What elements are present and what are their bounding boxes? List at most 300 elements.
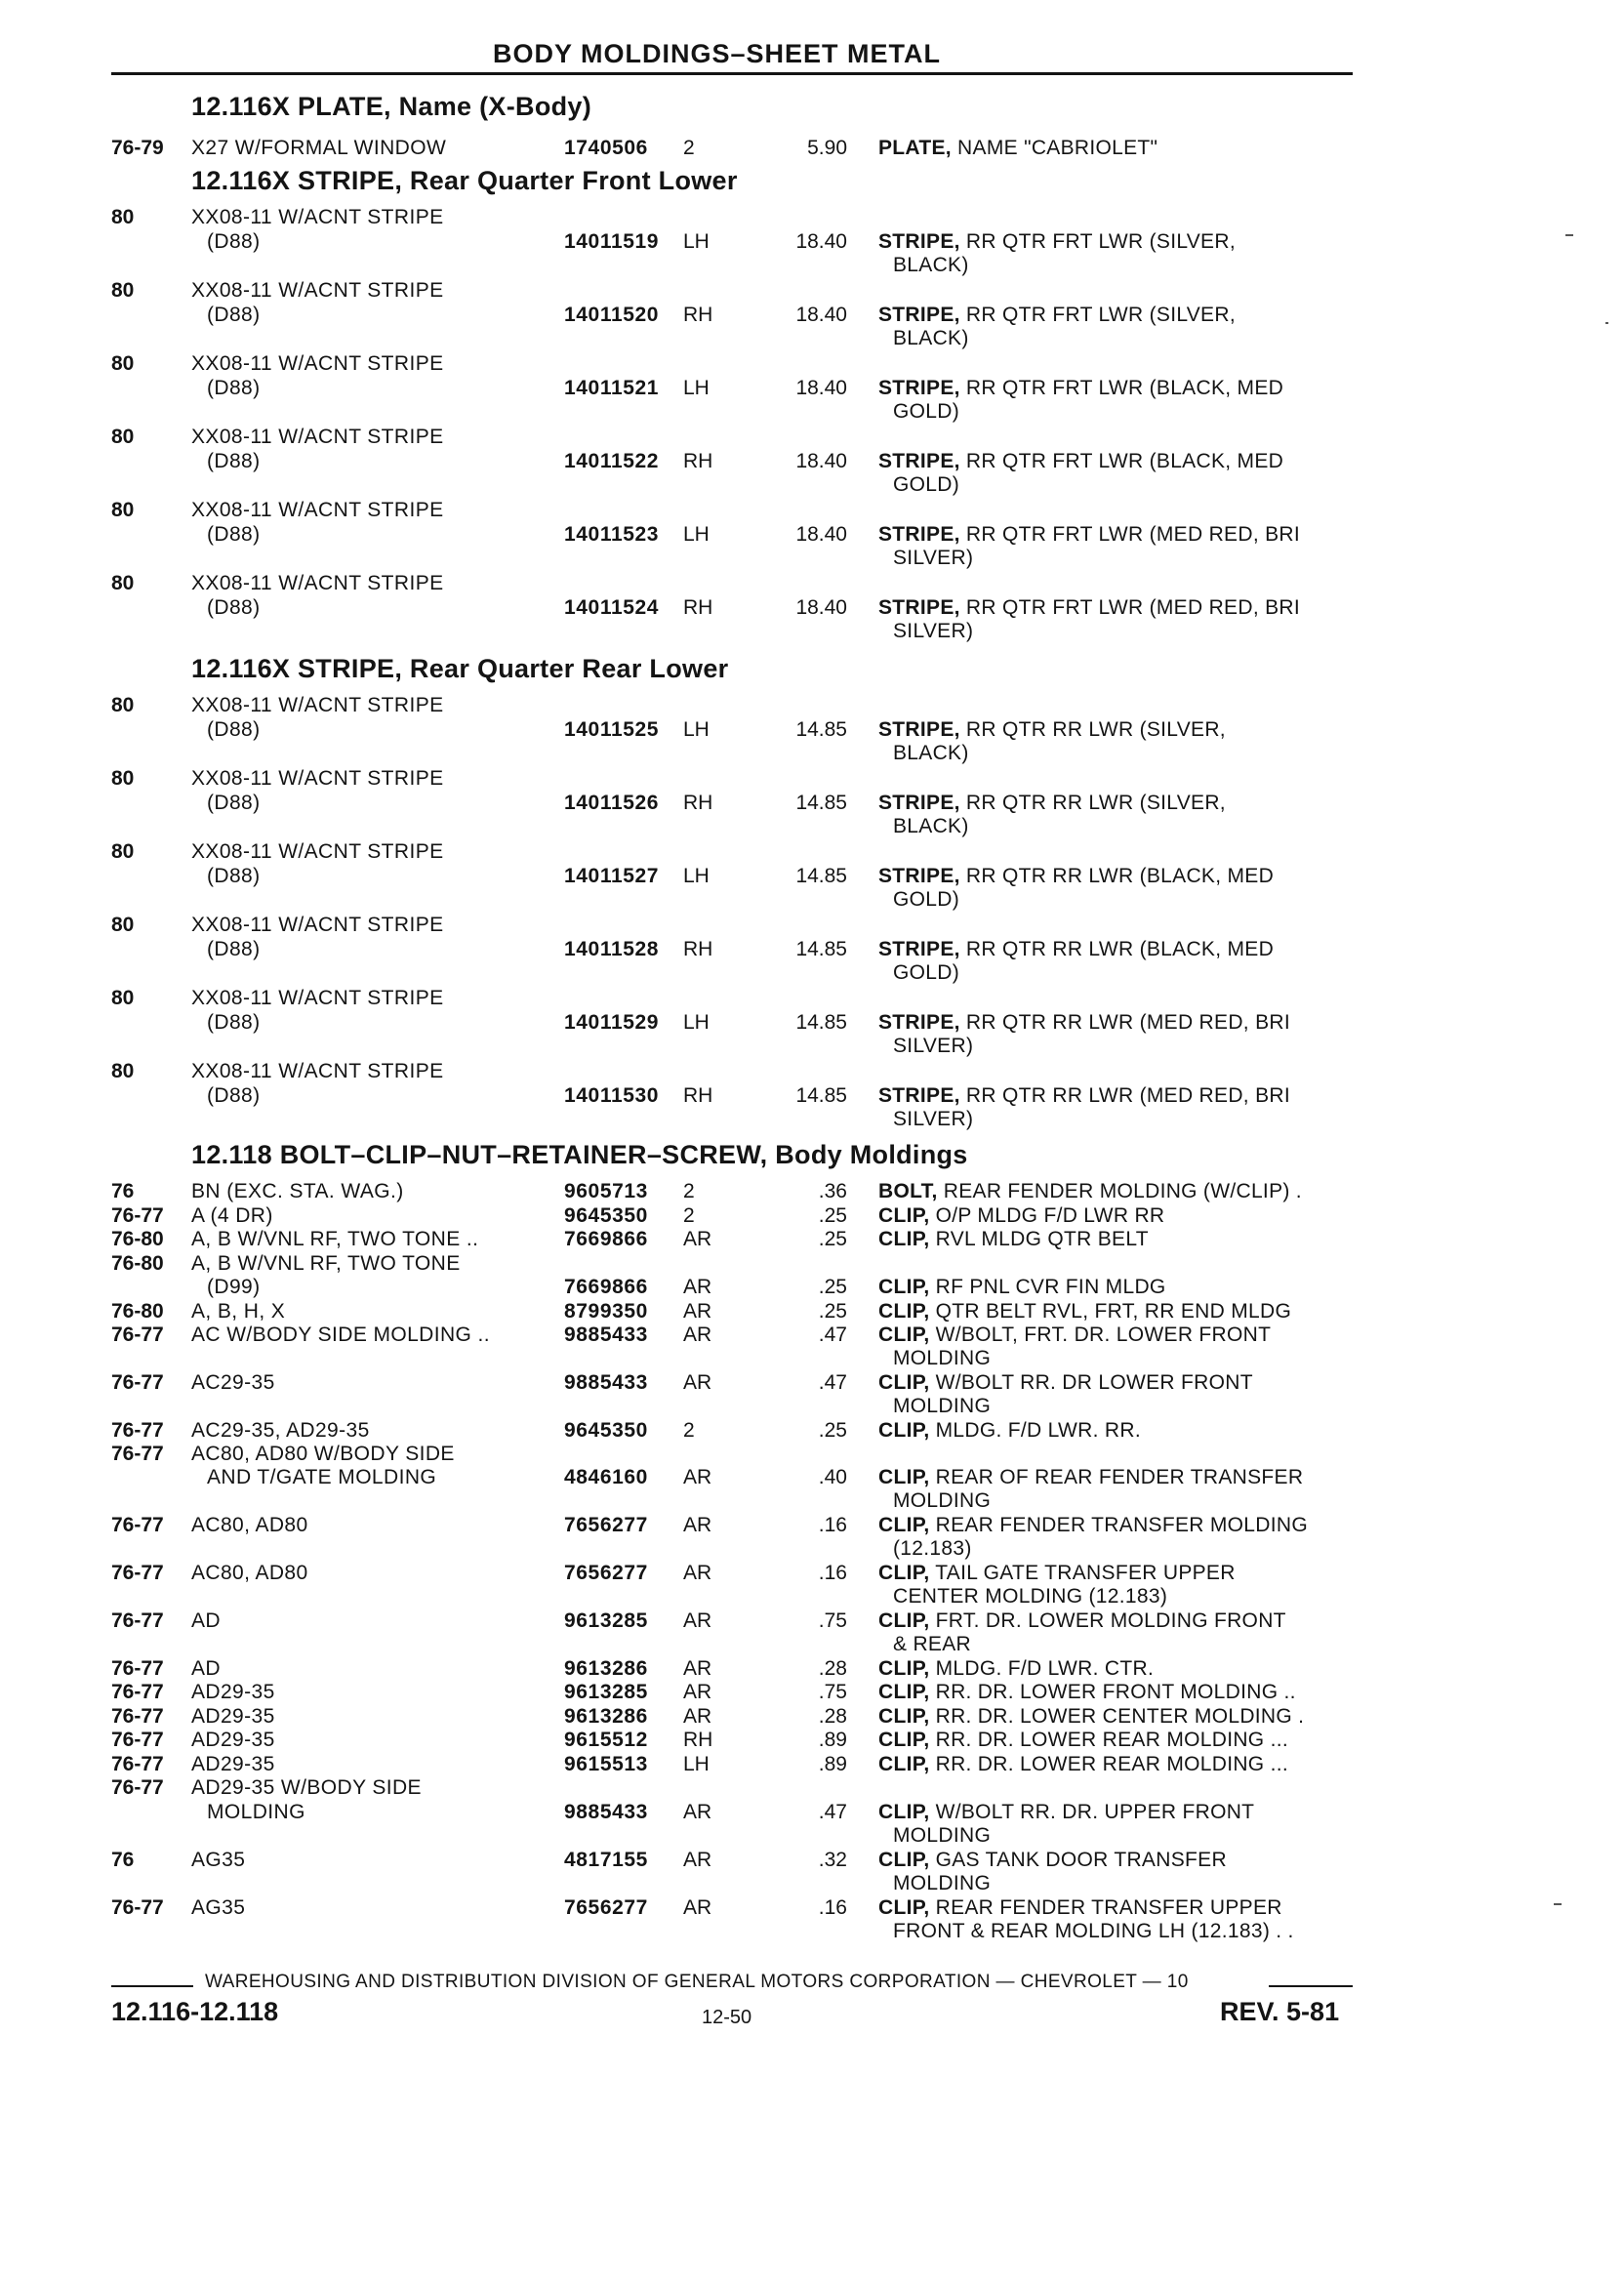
price: 18.40: [795, 523, 847, 546]
table-row: [0, 229, 1624, 255]
price: .16: [818, 1514, 847, 1536]
section-heading: 12.118 BOLT–CLIP–NUT–RETAINER–SCREW, Body Moldings: [191, 1140, 968, 1169]
quantity: RH: [683, 450, 713, 472]
model-year: 80: [111, 279, 135, 302]
table-row: [0, 1418, 1624, 1444]
part-number: 14011525: [564, 718, 660, 741]
model-year: 76-80: [111, 1300, 164, 1323]
price: .40: [818, 1466, 847, 1488]
part-name: [878, 1656, 1154, 1682]
price: .16: [818, 1896, 847, 1919]
quantity: AR: [683, 1300, 712, 1323]
model-description: (D88): [207, 718, 261, 741]
quantity: RH: [683, 1084, 713, 1107]
price: 18.40: [795, 450, 847, 472]
table-row-continuation: [0, 1632, 1624, 1657]
part-name-detail: RR QTR RR LWR (SILVER,: [959, 718, 1226, 741]
part-name-detail: REAR OF REAR FENDER TRANSFER: [929, 1466, 1304, 1488]
price: .25: [818, 1300, 847, 1323]
price: 18.40: [795, 230, 847, 253]
part-name-keyword: STRIPE,: [878, 450, 960, 472]
part-name-continued: MOLDING: [893, 1395, 992, 1417]
quantity: LH: [683, 718, 710, 741]
part-name-continued: GOLD): [893, 473, 960, 496]
part-name: [878, 303, 1236, 328]
model-year: 76-77: [111, 1753, 164, 1775]
part-name-continued: SILVER): [893, 620, 974, 642]
scan-speck: [1554, 1903, 1562, 1905]
part-name-detail: RR QTR RR LWR (SILVER,: [959, 792, 1226, 814]
part-name: [878, 1323, 1271, 1348]
model-year: 76-77: [111, 1419, 164, 1442]
part-name-detail: RR QTR FRT LWR (SILVER,: [959, 304, 1236, 326]
price: .25: [818, 1419, 847, 1442]
table-row: [0, 839, 1624, 865]
quantity: AR: [683, 1371, 712, 1394]
model-description: X27 W/FORMAL WINDOW: [191, 137, 447, 159]
part-name-detail: RR QTR RR LWR (BLACK, MED: [959, 938, 1275, 960]
model-description: AD: [191, 1657, 221, 1680]
part-name: [878, 1704, 1304, 1730]
part-name-continued: SILVER): [893, 1108, 974, 1130]
table-row: [0, 1752, 1624, 1777]
part-name: [878, 1800, 1254, 1825]
model-description: AC80, AD80 W/BODY SIDE: [191, 1443, 455, 1465]
part-name-keyword: STRIPE,: [878, 718, 960, 741]
part-name-continued: GOLD): [893, 400, 960, 423]
part-name-continued: CENTER MOLDING (12.183): [893, 1585, 1168, 1608]
part-number: 4817155: [564, 1849, 648, 1871]
table-row: [0, 1010, 1624, 1036]
part-number: 9613285: [564, 1609, 648, 1632]
part-name: [878, 595, 1300, 621]
part-name-keyword: STRIPE,: [878, 304, 960, 326]
part-name-keyword: CLIP,: [878, 1276, 930, 1298]
part-name-continued: GOLD): [893, 888, 960, 911]
model-year: 80: [111, 352, 135, 375]
model-year: 80: [111, 426, 135, 448]
quantity: AR: [683, 1466, 712, 1488]
quantity: RH: [683, 1729, 713, 1751]
part-name: [878, 1895, 1282, 1921]
table-row: [0, 449, 1624, 474]
quantity: LH: [683, 230, 710, 253]
table-row: [0, 1059, 1624, 1084]
price: .47: [818, 1323, 847, 1346]
model-year: 76-77: [111, 1443, 164, 1465]
part-name-continued: MOLDING: [893, 1872, 992, 1894]
part-number: 14011526: [564, 792, 660, 814]
table-row: [0, 303, 1624, 328]
footer-section-range: 12.116-12.118: [111, 1997, 279, 2026]
table-row: [0, 1083, 1624, 1109]
part-name: [878, 1465, 1303, 1490]
table-row: [0, 205, 1624, 230]
quantity: AR: [683, 1609, 712, 1632]
model-description: (D88): [207, 304, 261, 326]
price: .47: [818, 1801, 847, 1823]
part-name-keyword: CLIP,: [878, 1300, 930, 1323]
part-number: 14011528: [564, 938, 660, 960]
part-name-continued: & REAR: [893, 1633, 971, 1655]
part-name-detail: RF PNL CVR FIN MLDG: [929, 1276, 1166, 1298]
quantity: 2: [683, 1180, 695, 1202]
quantity: AR: [683, 1228, 712, 1250]
price: 18.40: [795, 377, 847, 399]
table-row: [0, 1299, 1624, 1324]
table-row-continuation: [0, 472, 1624, 498]
model-description: (D88): [207, 865, 261, 887]
part-name-keyword: STRIPE,: [878, 377, 960, 399]
table-row: [0, 1704, 1624, 1730]
price: .32: [818, 1849, 847, 1871]
part-number: 14011521: [564, 377, 660, 399]
part-name-continued: MOLDING: [893, 1347, 992, 1369]
table-row: [0, 522, 1624, 548]
part-number: 9613286: [564, 1705, 648, 1728]
model-description: (D88): [207, 230, 261, 253]
part-name-detail: RR. DR. LOWER REAR MOLDING ...: [929, 1753, 1288, 1775]
part-name-keyword: STRIPE,: [878, 865, 960, 887]
table-row-continuation: [0, 960, 1624, 986]
model-description: XX08-11 W/ACNT STRIPE: [191, 1060, 444, 1082]
part-name-keyword: STRIPE,: [878, 230, 960, 253]
part-name-continued: MOLDING: [893, 1824, 992, 1847]
part-number: 9613286: [564, 1657, 648, 1680]
scan-speck: [1565, 234, 1573, 236]
table-row: [0, 1895, 1624, 1921]
part-name: [878, 1370, 1253, 1396]
part-name-keyword: CLIP,: [878, 1896, 930, 1919]
price: 14.85: [795, 792, 847, 814]
part-name-keyword: STRIPE,: [878, 523, 960, 546]
part-name-keyword: STRIPE,: [878, 1084, 960, 1107]
model-description: A, B, H, X: [191, 1300, 286, 1323]
part-name-detail: REAR FENDER TRANSFER MOLDING: [929, 1514, 1308, 1536]
model-description: A, B W/VNL RF, TWO TONE ..: [191, 1228, 479, 1250]
model-year: 76-77: [111, 1204, 164, 1227]
part-name-detail: REAR FENDER TRANSFER UPPER: [929, 1896, 1282, 1919]
table-row-continuation: [0, 1823, 1624, 1849]
part-number: 7656277: [564, 1562, 648, 1584]
part-name-detail: RR QTR FRT LWR (BLACK, MED: [959, 377, 1284, 399]
part-number: 9885433: [564, 1801, 648, 1823]
table-row-continuation: [0, 887, 1624, 913]
table-row: [0, 1179, 1624, 1204]
quantity: AR: [683, 1276, 712, 1298]
part-name-detail: RR QTR FRT LWR (SILVER,: [959, 230, 1236, 253]
model-year: 80: [111, 1060, 135, 1082]
footer-page-number: 12-50: [702, 2007, 752, 2028]
model-description: (D88): [207, 377, 261, 399]
quantity: AR: [683, 1896, 712, 1919]
price: .47: [818, 1371, 847, 1394]
table-row: [0, 913, 1624, 938]
model-description: XX08-11 W/ACNT STRIPE: [191, 206, 444, 228]
model-description: XX08-11 W/ACNT STRIPE: [191, 914, 444, 936]
part-name-keyword: CLIP,: [878, 1562, 930, 1584]
table-row: [0, 498, 1624, 523]
part-name-keyword: STRIPE,: [878, 938, 960, 960]
price: .36: [818, 1180, 847, 1202]
part-number: 1740506: [564, 137, 648, 159]
part-number: 14011530: [564, 1084, 660, 1107]
model-year: 76-80: [111, 1228, 164, 1250]
table-row-continuation: [0, 1871, 1624, 1896]
table-row-continuation: [0, 399, 1624, 425]
part-name: [878, 1275, 1166, 1300]
footer-revision: REV. 5-81: [1220, 1997, 1340, 2026]
part-name-keyword: STRIPE,: [878, 596, 960, 619]
part-name: [878, 449, 1283, 474]
part-name: [878, 1227, 1149, 1252]
price: .25: [818, 1228, 847, 1250]
model-year: 76: [111, 1180, 135, 1202]
table-row-continuation: [0, 619, 1624, 644]
part-name-detail: REAR FENDER MOLDING (W/CLIP) .: [937, 1180, 1302, 1202]
part-name: [878, 1680, 1296, 1705]
part-name-detail: FRT. DR. LOWER MOLDING FRONT: [929, 1609, 1286, 1632]
model-description: XX08-11 W/ACNT STRIPE: [191, 499, 444, 521]
part-number: 4846160: [564, 1466, 648, 1488]
model-description: XX08-11 W/ACNT STRIPE: [191, 426, 444, 448]
part-name-detail: RR QTR FRT LWR (MED RED, BRI: [959, 523, 1301, 546]
model-description: XX08-11 W/ACNT STRIPE: [191, 840, 444, 863]
part-number: 14011527: [564, 865, 660, 887]
part-name-keyword: CLIP,: [878, 1705, 930, 1728]
part-name: [878, 937, 1274, 962]
part-name-detail: MLDG. F/D LWR. CTR.: [929, 1657, 1155, 1680]
table-row: [0, 1656, 1624, 1682]
price: .25: [818, 1276, 847, 1298]
part-name: [878, 229, 1236, 255]
table-row: [0, 693, 1624, 718]
table-row: [0, 1561, 1624, 1586]
price: 5.90: [807, 137, 847, 159]
part-name-keyword: CLIP,: [878, 1849, 930, 1871]
quantity: 2: [683, 137, 695, 159]
model-description: AC29-35: [191, 1371, 275, 1394]
price: .75: [818, 1681, 847, 1703]
model-description: XX08-11 W/ACNT STRIPE: [191, 352, 444, 375]
part-name-keyword: CLIP,: [878, 1753, 930, 1775]
model-year: 80: [111, 499, 135, 521]
part-name: [878, 1848, 1227, 1873]
table-row-continuation: [0, 1034, 1624, 1059]
model-year: 76: [111, 1849, 135, 1871]
table-row: [0, 1203, 1624, 1229]
section-heading: 12.116X STRIPE, Rear Quarter Front Lower: [191, 166, 738, 195]
part-name: [878, 1728, 1288, 1753]
model-description: XX08-11 W/ACNT STRIPE: [191, 694, 444, 716]
part-name-detail: O/P MLDG F/D LWR RR: [929, 1204, 1165, 1227]
part-name-keyword: CLIP,: [878, 1801, 930, 1823]
table-row: [0, 1275, 1624, 1300]
part-name-keyword: STRIPE,: [878, 1011, 960, 1034]
part-name-continued: SILVER): [893, 1035, 974, 1057]
model-description: XX08-11 W/ACNT STRIPE: [191, 987, 444, 1009]
part-name: [878, 1179, 1302, 1204]
table-row: [0, 1227, 1624, 1252]
table-row: [0, 986, 1624, 1011]
model-description: AD29-35 W/BODY SIDE: [191, 1776, 422, 1799]
part-number: 7669866: [564, 1228, 648, 1250]
model-description: (D88): [207, 523, 261, 546]
model-description: AD29-35: [191, 1681, 275, 1703]
table-row: [0, 595, 1624, 621]
part-name: [878, 717, 1226, 743]
model-description: AC80, AD80: [191, 1562, 308, 1584]
part-name-keyword: CLIP,: [878, 1323, 930, 1346]
part-name-continued: BLACK): [893, 815, 969, 837]
table-row: [0, 136, 1624, 161]
model-description: AC80, AD80: [191, 1514, 308, 1536]
part-name-detail: W/BOLT RR. DR LOWER FRONT: [929, 1371, 1253, 1394]
table-row: [0, 937, 1624, 962]
table-row: [0, 571, 1624, 596]
quantity: RH: [683, 304, 713, 326]
part-name-continued: MOLDING: [893, 1489, 992, 1512]
part-name-keyword: CLIP,: [878, 1657, 930, 1680]
part-name: [878, 791, 1226, 816]
page-title: BODY MOLDINGS–SHEET METAL: [493, 39, 942, 68]
table-row: [0, 791, 1624, 816]
part-name: [878, 1418, 1141, 1444]
table-row: [0, 1370, 1624, 1396]
table-row-continuation: [0, 253, 1624, 278]
price: 14.85: [795, 718, 847, 741]
price: .25: [818, 1204, 847, 1227]
part-name-detail: RR QTR FRT LWR (MED RED, BRI: [959, 596, 1301, 619]
part-number: 14011523: [564, 523, 660, 546]
table-row: [0, 1680, 1624, 1705]
part-name-detail: RR QTR RR LWR (MED RED, BRI: [959, 1011, 1290, 1034]
part-name-detail: RR. DR. LOWER REAR MOLDING ...: [929, 1729, 1288, 1751]
quantity: AR: [683, 1323, 712, 1346]
part-name: [878, 1561, 1236, 1586]
part-number: 9615512: [564, 1729, 648, 1751]
quantity: AR: [683, 1801, 712, 1823]
model-description: (D99): [207, 1276, 261, 1298]
quantity: LH: [683, 523, 710, 546]
part-name-detail: W/BOLT RR. DR. UPPER FRONT: [929, 1801, 1255, 1823]
part-number: 14011519: [564, 230, 660, 253]
quantity: 2: [683, 1419, 695, 1442]
model-description: (D88): [207, 596, 261, 619]
quantity: AR: [683, 1657, 712, 1680]
price: .75: [818, 1609, 847, 1632]
quantity: LH: [683, 1753, 710, 1775]
footer-rule-left: [111, 1985, 193, 1987]
section-heading: 12.116X PLATE, Name (X-Body): [191, 92, 592, 121]
model-year: 76-77: [111, 1514, 164, 1536]
model-description: AC W/BODY SIDE MOLDING ..: [191, 1323, 490, 1346]
part-number: 9645350: [564, 1419, 648, 1442]
part-name-detail: W/BOLT, FRT. DR. LOWER FRONT: [929, 1323, 1272, 1346]
model-description: XX08-11 W/ACNT STRIPE: [191, 279, 444, 302]
price: 18.40: [795, 596, 847, 619]
model-description: AD29-35: [191, 1729, 275, 1751]
table-row: [0, 425, 1624, 450]
model-description: A (4 DR): [191, 1204, 273, 1227]
part-number: 8799350: [564, 1300, 648, 1323]
part-name-keyword: CLIP,: [878, 1371, 930, 1394]
quantity: RH: [683, 596, 713, 619]
part-name: [878, 1010, 1290, 1036]
part-name-keyword: CLIP,: [878, 1609, 930, 1632]
table-row: [0, 1775, 1624, 1801]
part-name: [878, 136, 1157, 161]
part-name-keyword: CLIP,: [878, 1419, 930, 1442]
part-number: 7669866: [564, 1276, 648, 1298]
model-description: AND T/GATE MOLDING: [207, 1466, 437, 1488]
quantity: LH: [683, 377, 710, 399]
table-row-continuation: [0, 1536, 1624, 1562]
table-row: [0, 1251, 1624, 1277]
quantity: LH: [683, 865, 710, 887]
part-name-continued: GOLD): [893, 961, 960, 984]
price: 14.85: [795, 865, 847, 887]
table-row-continuation: [0, 814, 1624, 839]
model-description: (D88): [207, 1084, 261, 1107]
model-description: AD: [191, 1609, 221, 1632]
part-name-detail: GAS TANK DOOR TRANSFER: [929, 1849, 1227, 1871]
model-description: (D88): [207, 938, 261, 960]
table-row-continuation: [0, 326, 1624, 351]
table-row: [0, 1800, 1624, 1825]
quantity: LH: [683, 1011, 710, 1034]
table-row: [0, 1323, 1624, 1348]
model-description: AG35: [191, 1849, 246, 1871]
part-name-continued: BLACK): [893, 742, 969, 764]
model-description: AD29-35: [191, 1753, 275, 1775]
model-description: AG35: [191, 1896, 246, 1919]
quantity: AR: [683, 1681, 712, 1703]
part-name-detail: RR QTR RR LWR (MED RED, BRI: [959, 1084, 1290, 1107]
table-row: [0, 766, 1624, 792]
price: 14.85: [795, 1011, 847, 1034]
price: .28: [818, 1657, 847, 1680]
part-number: 9885433: [564, 1323, 648, 1346]
model-year: 76-77: [111, 1657, 164, 1680]
model-description: XX08-11 W/ACNT STRIPE: [191, 767, 444, 790]
model-description: AC29-35, AD29-35: [191, 1419, 370, 1442]
part-name-continued: BLACK): [893, 327, 969, 349]
model-description: A, B W/VNL RF, TWO TONE: [191, 1252, 461, 1275]
table-row-continuation: [0, 1394, 1624, 1419]
quantity: AR: [683, 1514, 712, 1536]
part-name: [878, 1299, 1291, 1324]
part-name-keyword: CLIP,: [878, 1466, 930, 1488]
quantity: AR: [683, 1849, 712, 1871]
part-name: [878, 864, 1274, 889]
part-name-keyword: PLATE,: [878, 137, 952, 159]
model-year: 80: [111, 914, 135, 936]
part-name-detail: RVL MLDG QTR BELT: [929, 1228, 1149, 1250]
table-row-continuation: [0, 741, 1624, 766]
part-name-continued: BLACK): [893, 254, 969, 276]
part-name-continued: SILVER): [893, 547, 974, 569]
model-description: (D88): [207, 450, 261, 472]
model-year: 76-77: [111, 1681, 164, 1703]
quantity: 2: [683, 1204, 695, 1227]
table-row-continuation: [0, 1919, 1624, 1944]
price: 18.40: [795, 304, 847, 326]
part-name-detail: TAIL GATE TRANSFER UPPER: [929, 1562, 1236, 1584]
price: 14.85: [795, 1084, 847, 1107]
part-name-continued: FRONT & REAR MOLDING LH (12.183) . .: [893, 1920, 1294, 1942]
table-row: [0, 376, 1624, 401]
